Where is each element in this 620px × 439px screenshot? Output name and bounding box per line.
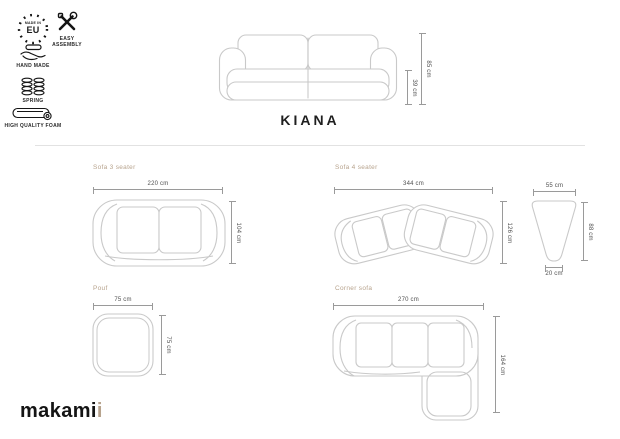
pouf-height-dimension bbox=[161, 315, 171, 375]
easy-assembly-icon bbox=[55, 10, 79, 34]
hand-made-badge bbox=[8, 44, 58, 69]
sofa3-section-label: Sofa 3 seater bbox=[93, 164, 136, 171]
sofa3-top-view-drawing bbox=[92, 198, 226, 268]
brand-logo bbox=[20, 400, 103, 423]
sofa-front-view-drawing bbox=[218, 32, 398, 104]
sofa3-depth-value: 104 cm bbox=[235, 222, 241, 243]
corner-depth-dimension bbox=[495, 316, 505, 413]
hand-made-label: HAND MADE bbox=[16, 63, 50, 69]
sofa3-width-value: 220 cm bbox=[147, 181, 169, 187]
hand-made-icon bbox=[19, 44, 47, 61]
hero-height-value: 85 cm bbox=[425, 60, 431, 78]
armrest-top-width-value: 55 cm bbox=[545, 183, 564, 189]
sofa4-width-value: 344 cm bbox=[403, 181, 424, 187]
armrest-height-value: 88 cm bbox=[587, 222, 593, 241]
corner-section-label: Corner sofa bbox=[335, 285, 373, 292]
pouf-section-label: Pouf bbox=[93, 285, 108, 292]
armrest-top-width-dimension bbox=[533, 183, 576, 192]
brand-logo-accent: i bbox=[96, 400, 103, 422]
easy-assembly-badge bbox=[48, 10, 86, 49]
sofa3-width-dimension bbox=[93, 181, 223, 190]
hero-seat-height-dimension bbox=[407, 70, 417, 105]
armrest-profile-drawing bbox=[531, 200, 577, 262]
armrest-height-dimension bbox=[583, 202, 593, 261]
pouf-top-view-drawing bbox=[92, 313, 154, 377]
corner-width-dimension bbox=[333, 297, 484, 306]
hero-seat-height-value: 39 cm bbox=[411, 78, 417, 97]
pouf-width-dimension bbox=[93, 297, 153, 306]
armrest-bottom-width-dimension bbox=[545, 267, 563, 277]
corner-width-value: 270 cm bbox=[398, 297, 419, 303]
corner-depth-value: 164 cm bbox=[499, 354, 505, 375]
made-in-eu-badge bbox=[14, 10, 52, 48]
armrest-bottom-width-value: 20 cm bbox=[545, 271, 563, 277]
corner-sofa-top-view-drawing bbox=[332, 314, 480, 422]
spring-badge bbox=[8, 77, 58, 104]
hero-height-dimension bbox=[421, 33, 431, 105]
sofa3-depth-dimension bbox=[231, 201, 241, 264]
sofa4-section-label: Sofa 4 seater bbox=[335, 164, 378, 171]
sofa4-depth-value: 126 cm bbox=[506, 222, 512, 243]
sofa4-width-dimension bbox=[334, 181, 493, 190]
spring-icon bbox=[20, 77, 46, 96]
easy-assembly-label: EASY ASSEMBLY bbox=[52, 36, 82, 49]
high-quality-foam-label: HIGH QUALITY FOAM bbox=[4, 123, 62, 129]
section-divider bbox=[35, 145, 585, 146]
high-quality-foam-badge bbox=[2, 106, 64, 129]
sofa4-depth-dimension bbox=[502, 201, 512, 264]
pouf-width-value: 75 cm bbox=[114, 297, 132, 303]
spring-label: SPRING bbox=[22, 98, 44, 104]
high-quality-foam-icon bbox=[12, 106, 54, 121]
made-in-label: MADE IN bbox=[24, 21, 42, 25]
brand-logo-text: makami bbox=[20, 400, 97, 422]
eu-label: EU bbox=[26, 24, 40, 35]
sofa4-top-view-drawing bbox=[331, 197, 497, 271]
product-title: KIANA bbox=[280, 112, 340, 128]
pouf-height-value: 75 cm bbox=[165, 336, 171, 354]
